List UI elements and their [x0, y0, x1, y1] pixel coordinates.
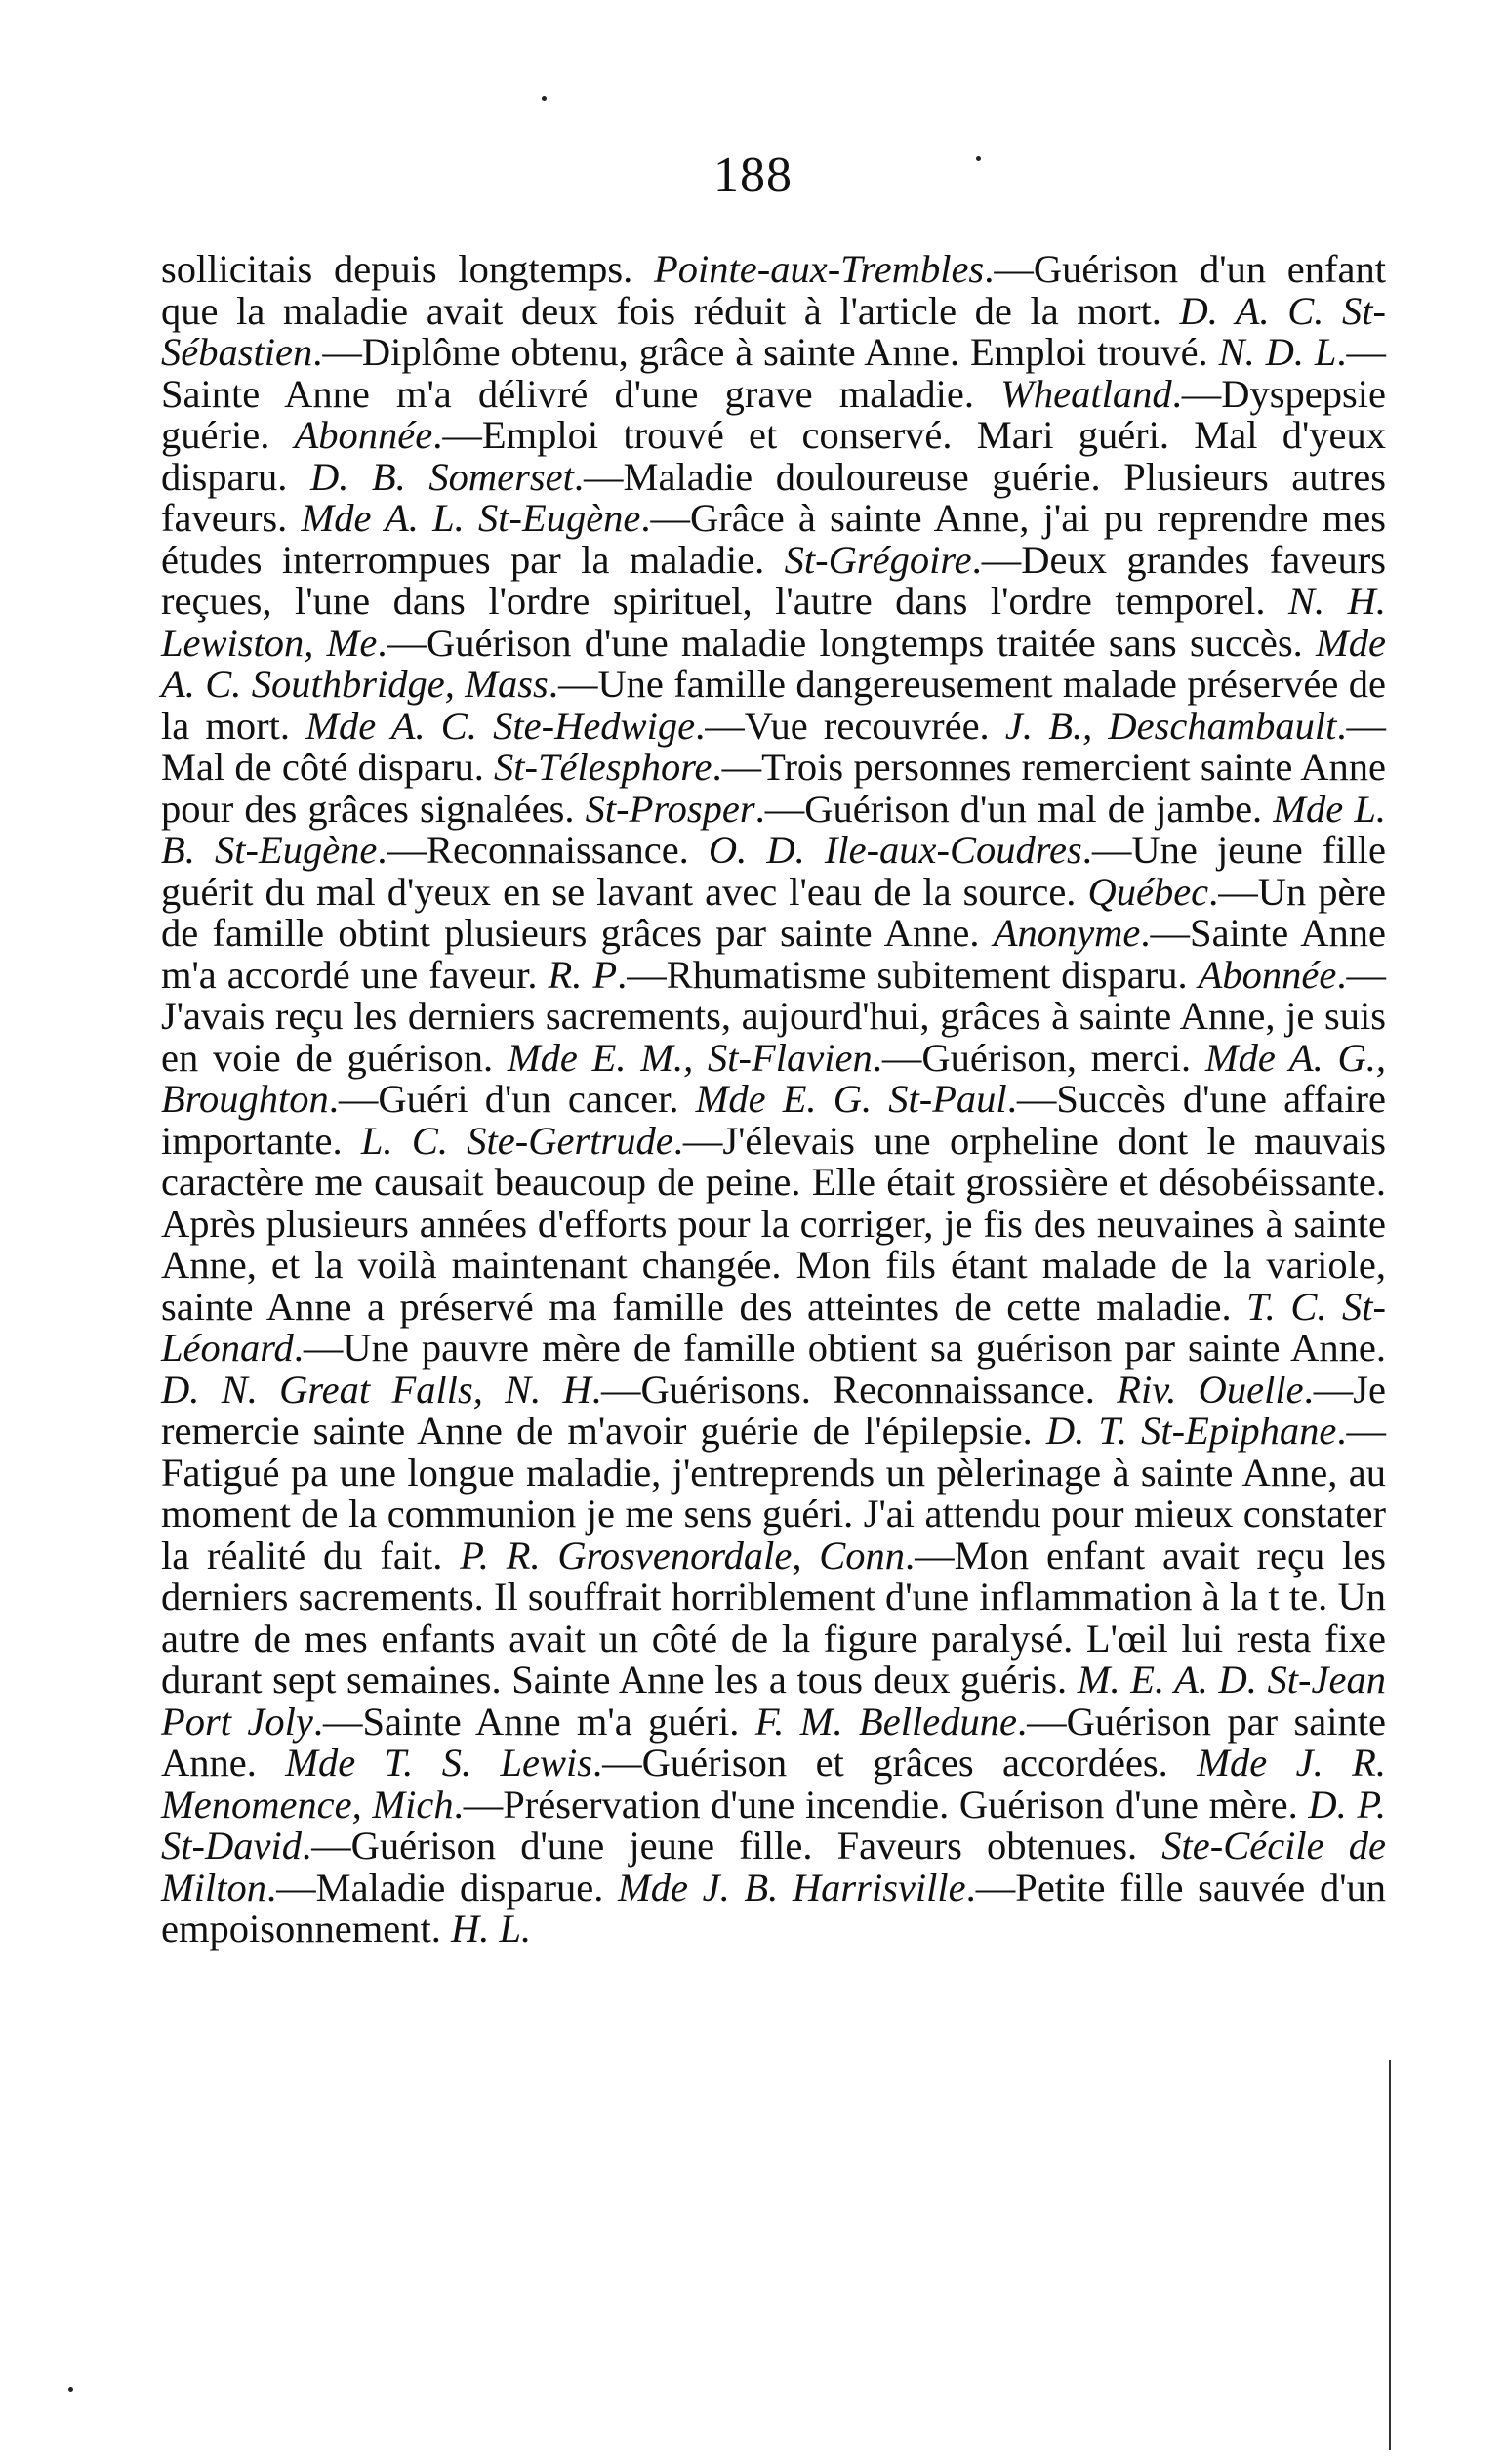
testimony-text: .—Fatigué pa une longue maladie, j'entreprends un pèlerinage à sainte Anne, au moment de la communion je me sens guéri. J'ai attendu pour mieux constater la réalité du fait. — [161, 1409, 1386, 1578]
testimony-text: .—Deux grandes faveurs reçues, l'une dans l'ordre spirituel, l'autre dans l'ordre temporel. — [161, 537, 1386, 623]
testimony-text: .—Guérison d'une maladie longtemps traitée sans succès. — [377, 620, 1317, 665]
testimony-text: .—Maladie disparue. — [266, 1865, 618, 1910]
place-reference: J. B., Deschambault — [1004, 703, 1337, 748]
place-reference: Mde E. M., St-Flavien — [507, 1035, 873, 1080]
place-reference: Mde A. L. St-Eugène — [301, 496, 641, 540]
testimony-text: .—Rhumatisme subitement disparu. — [617, 952, 1199, 997]
margin-rule — [1389, 2060, 1391, 2450]
testimony-text: .—Guérisons. Reconnaissance. — [590, 1367, 1118, 1412]
testimony-text: .—Trois personnes remercient sainte Anne pour des grâces signalées. — [161, 745, 1386, 831]
testimony-text: .—Guéri d'un cancer. — [328, 1077, 696, 1121]
place-reference: H. L. — [450, 1907, 532, 1951]
testimony-text: .—Diplôme obtenu, grâce à sainte Anne. Emploi trouvé. — [312, 330, 1219, 374]
place-reference: Abonnée — [294, 413, 433, 457]
testimony-text: .—Guérison et grâces accordées. — [592, 1741, 1198, 1785]
testimony-text: .—Sainte Anne m'a délivré d'une grave maladie. — [161, 330, 1386, 416]
testimony-text: .—Guérison par sainte Anne. — [161, 1699, 1386, 1785]
testimony-text: .—Une famille dangereusement malade préservée de la mort. — [161, 662, 1386, 748]
testimony-text: .—Dyspepsie guérie. — [161, 371, 1386, 457]
place-reference: L. C. Ste-Gertrude — [360, 1118, 673, 1163]
place-reference: Abonnée — [1198, 952, 1337, 997]
place-reference: Mde A. G., Broughton — [161, 1035, 1387, 1121]
testimony-text: .—Petite fille sauvée d'un empoisonnement. — [161, 1865, 1386, 1951]
testimony-text: .—Préservation d'une incendie. Guérison d'une mère. — [453, 1782, 1309, 1827]
place-reference: O. D. Ile-aux-Coudres — [708, 828, 1082, 872]
testimony-text: .—Une pauvre mère de famille obtient sa guérison par sainte Anne. — [293, 1326, 1386, 1370]
margin-mark — [68, 2387, 73, 2392]
testimony-text: .—Sainte Anne m'a guéri. — [312, 1699, 755, 1744]
place-reference: Mde J. R. Menomence, Mich — [161, 1741, 1386, 1827]
place-reference: D. P. St-David — [161, 1782, 1386, 1868]
place-reference: M. E. A. D. St-Jean Port Joly — [161, 1658, 1386, 1744]
place-reference: Ste-Cécile de Milton — [161, 1824, 1386, 1910]
place-reference: F. M. Belledune — [754, 1699, 1017, 1744]
testimony-text: .—Succès d'une affaire importante. — [161, 1077, 1386, 1163]
place-reference: Wheatland — [1000, 371, 1172, 416]
place-reference: Mde T. S. Lewis — [285, 1741, 593, 1785]
place-reference: R. P — [548, 952, 618, 997]
place-reference: P. R. Grosvenordale, Conn — [460, 1533, 906, 1578]
place-reference: St-Grégoire — [784, 537, 972, 582]
testimony-text: .—Vue recouvrée. — [695, 703, 1005, 748]
testimony-text: .—Guérison, merci. — [872, 1035, 1205, 1080]
place-reference: Anonyme — [993, 911, 1141, 955]
testimony-text: .—Je remercie sainte Anne de m'avoir guérie de l'épilepsie. — [161, 1367, 1386, 1453]
place-reference: D. B. Somerset — [309, 454, 574, 499]
testimony-text: .—Grâce à sainte Anne, j'ai pu reprendre mes études interrompues par la maladie. — [161, 496, 1386, 582]
place-reference: Québec — [1087, 869, 1209, 914]
scan-speck — [542, 96, 547, 101]
place-reference: St-Prosper — [585, 786, 755, 831]
place-reference: Riv. Ouelle — [1117, 1367, 1304, 1412]
place-reference: St-Télesphore — [494, 745, 712, 789]
testimony-text: .—Guérison d'une jeune fille. Faveurs obtenues. — [301, 1824, 1162, 1868]
testimony-text: .—J'élevais une orpheline dont le mauvais caractère me causait beaucoup de peine. Elle était grossière et désobéissante. Après plusieurs années d'efforts pour la corriger, je fis des neuvaines à sainte Anne, et la voilà maintenant changée. Mon fils étant malade de la variole, sainte Anne a préservé ma famille des atteintes de cette maladie. — [161, 1118, 1386, 1329]
testimony-text: sollicitais depuis longtemps. — [161, 247, 655, 291]
testimony-text: .—Sainte Anne m'a accordé une faveur. — [161, 911, 1386, 997]
testimony-text: .—Guérison d'un enfant que la maladie avait deux fois réduit à l'article de la mort. — [161, 247, 1386, 333]
place-reference: Pointe-aux-Trembles — [654, 247, 985, 291]
place-reference: Mde A. C. Ste-Hedwige — [305, 703, 696, 748]
testimony-text: .—Emploi trouvé et conservé. Mari guéri. Mal d'yeux disparu. — [161, 413, 1386, 499]
testimony-text: .—Une jeune fille guérit du mal d'yeux en se lavant avec l'eau de la source. — [161, 828, 1387, 914]
place-reference: Mde L. B. St-Eugène — [161, 786, 1386, 872]
place-reference: N. D. L — [1218, 330, 1337, 374]
testimony-text: .—Un père de famille obtint plusieurs grâces par sainte Anne. — [161, 869, 1386, 955]
testimony-text: .—Guérison d'un mal de jambe. — [754, 786, 1274, 831]
body-paragraph — [161, 249, 1386, 1951]
place-reference: D. T. St-Epiphane — [1045, 1409, 1337, 1453]
testimony-text: .—Mon enfant avait reçu les derniers sacrements. Il souffrait horriblement d'une inflammation à la t te. Un autre de mes enfants avait un côté de la figure paralysé. L'œil lui resta fixe durant sept semaines. Sainte Anne les a tous deux guéris. — [161, 1533, 1387, 1702]
place-reference: D. A. C. St-Sébastien — [161, 288, 1386, 374]
place-reference: Mde J. B. Harrisville — [617, 1865, 966, 1910]
place-reference: Mde A. C. Southbridge, Mass — [161, 620, 1386, 706]
place-reference: T. C. St-Léonard — [161, 1284, 1386, 1370]
place-reference: D. N. Great Falls, N. H — [161, 1367, 591, 1412]
testimony-text: .—Maladie douloureuse guérie. Plusieurs autres faveurs. — [161, 454, 1386, 540]
testimony-text: .—Mal de côté disparu. — [161, 703, 1386, 789]
place-reference: N. H. Lewiston, Me — [161, 579, 1386, 665]
place-reference: Mde E. G. St-Paul — [695, 1077, 1007, 1121]
testimony-text: .—J'avais reçu les derniers sacrements, aujourd'hui, grâces à sainte Anne, je suis en voie de guérison. — [161, 952, 1386, 1080]
page-number: 188 — [713, 147, 793, 203]
testimony-text: .—Reconnaissance. — [377, 828, 709, 872]
